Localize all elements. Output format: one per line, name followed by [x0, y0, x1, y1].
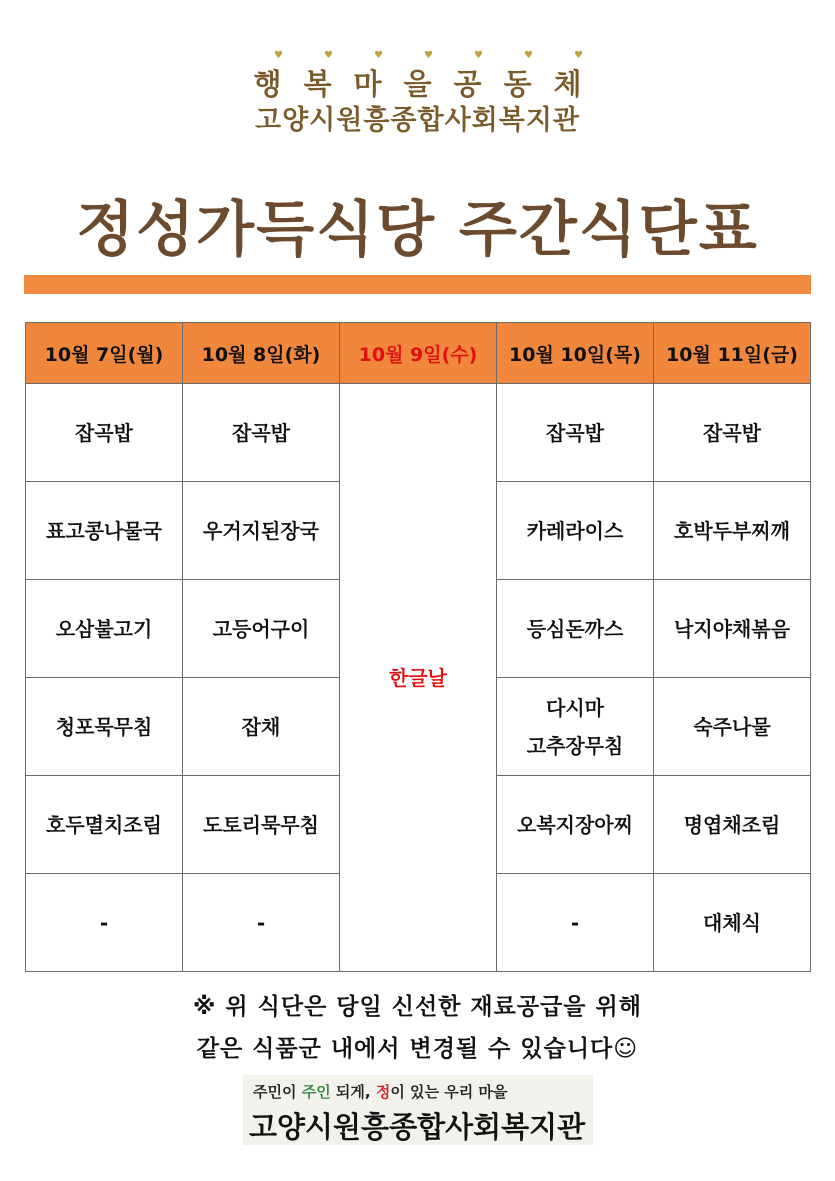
menu-line: 다시마 [546, 695, 604, 720]
org-slogan-char: ♥ 행 [253, 62, 303, 103]
footer-slogan [253, 1081, 507, 1102]
menu-cell: 표고콩나물국 [26, 482, 183, 580]
table-row [26, 384, 811, 482]
org-slogan-char: ♥ 공 [454, 62, 504, 103]
day-header-tue: 10월 8일(화) [183, 323, 340, 384]
slogan-part: 되게, [330, 1083, 376, 1101]
menu-cell: 카레라이스 [497, 482, 654, 580]
slogan-part: 주민이 [253, 1083, 302, 1101]
menu-cell: 잡곡밥 [497, 384, 654, 482]
day-header-thu: 10월 10일(목) [497, 323, 654, 384]
org-slogan [0, 62, 835, 103]
weekly-menu-table [25, 322, 811, 972]
menu-cell: - [183, 874, 340, 972]
menu-line: 고추장무침 [526, 733, 624, 758]
page-title: 정성가득식당 주간식단표 [76, 195, 759, 265]
menu-cell: 오복지장아찌 [497, 776, 654, 874]
org-slogan-char: ♥ 을 [403, 62, 453, 103]
menu-cell: 고등어구이 [183, 580, 340, 678]
day-header-fri: 10월 11일(금) [654, 323, 811, 384]
menu-cell: 잡곡밥 [26, 384, 183, 482]
org-slogan-char: ♥ 마 [353, 62, 403, 103]
title-divider [24, 275, 811, 294]
menu-cell: 호두멸치조림 [26, 776, 183, 874]
org-name: 고양시원흥종합사회복지관 [255, 105, 580, 136]
menu-cell: - [26, 874, 183, 972]
menu-cell: 오삼불고기 [26, 580, 183, 678]
menu-cell: 대체식 [654, 874, 811, 972]
menu-cell: 호박두부찌깨 [654, 482, 811, 580]
menu-cell: 잡채 [183, 678, 340, 776]
menu-cell: 도토리묵무침 [183, 776, 340, 874]
menu-cell: 청포묵무침 [26, 678, 183, 776]
footer-org-name: 고양시원흥종합사회복지관 [249, 1110, 586, 1144]
menu-cell: - [497, 874, 654, 972]
org-slogan-char: ♥ 복 [303, 62, 353, 103]
menu-cell: 우거지된장국 [183, 482, 340, 580]
menu-cell: 낙지야채볶음 [654, 580, 811, 678]
holiday-cell: 한글날 [340, 384, 497, 972]
slogan-highlight-affection: 정 [375, 1083, 391, 1101]
menu-cell: 등심돈까스 [497, 580, 654, 678]
menu-cell: 잡곡밥 [654, 384, 811, 482]
org-slogan-char: ♥ 체 [554, 62, 604, 103]
menu-cell-two-line [497, 678, 654, 776]
day-header-wed: 10월 9일(수) [340, 323, 497, 384]
footer-logo [243, 1075, 593, 1145]
org-slogan-char: ♥ 동 [504, 62, 554, 103]
slogan-highlight-owner: 주인 [301, 1083, 331, 1101]
day-header-mon: 10월 7일(월) [26, 323, 183, 384]
menu-cell: 명엽채조림 [654, 776, 811, 874]
slogan-part: 이 있는 우리 마을 [390, 1083, 508, 1101]
table-header-row [26, 323, 811, 384]
menu-change-notice: ※ 위 식단은 당일 신선한 재료공급을 위해 [193, 994, 642, 1020]
menu-cell: 잡곡밥 [183, 384, 340, 482]
menu-change-notice-2: 같은 식품군 내에서 변경될 수 있습니다☺ [196, 1036, 639, 1062]
menu-cell: 숙주나물 [654, 678, 811, 776]
